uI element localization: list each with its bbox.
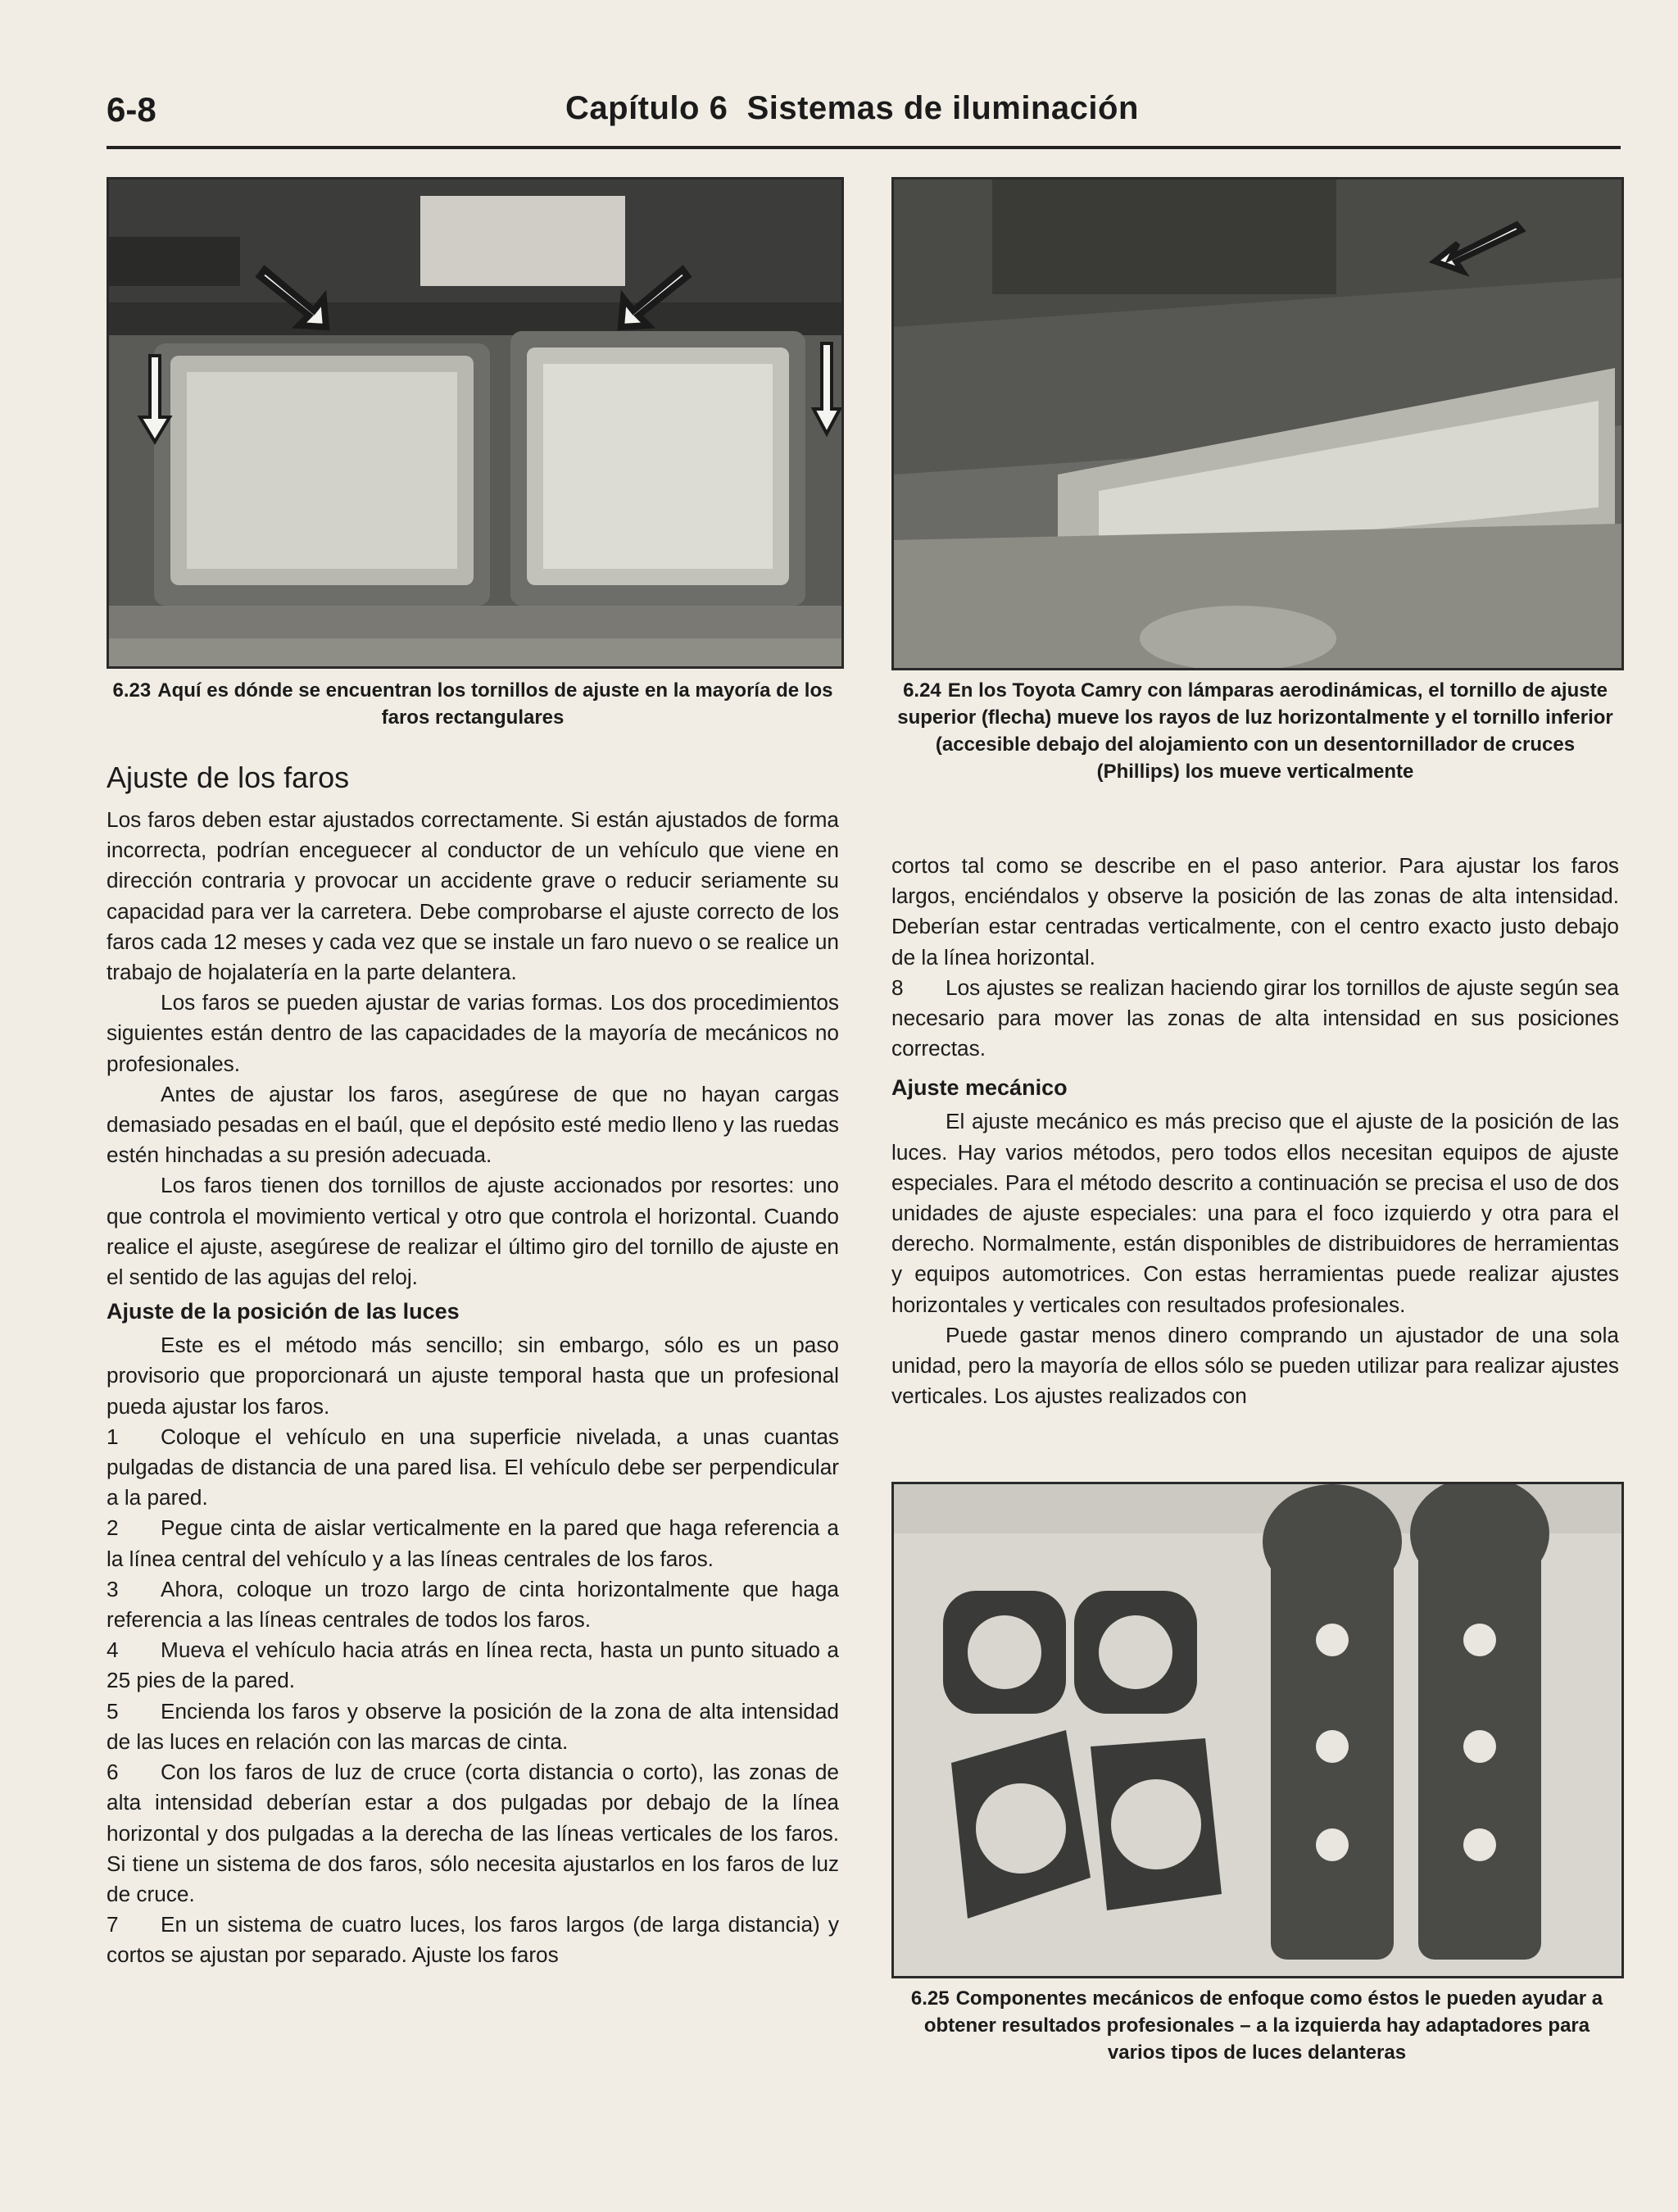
figure-number: 6.24	[903, 679, 941, 702]
paragraph: Este es el método más sencillo; sin embargo, sólo es un paso provisorio que proporcionará un ajuste temporal hasta que un profesional pueda ajustar los faros.	[107, 1333, 839, 1419]
subheading: Ajuste de la posición de las luces	[107, 1299, 460, 1324]
paragraph: Los faros tienen dos tornillos de ajuste accionados por resortes: uno que controla el movimiento vertical y otro que controla el horizontal. Cuando realice el ajuste, asegúrese de realizar el último giro del tornillo de ajuste en el sentido de las agujas del reloj.	[107, 1173, 839, 1290]
header-rule	[107, 146, 1621, 149]
step-text: Mueva el vehículo hacia atrás en línea recta, hasta un punto situado a 25 pies de la pared.	[107, 1637, 839, 1693]
step-item	[107, 1910, 839, 1970]
figure-6-25-photo	[891, 1482, 1624, 1978]
step-text: Ahora, coloque un trozo largo de cinta horizontalmente que haga referencia a las líneas centrales de todos los faros.	[107, 1576, 839, 1633]
step-text: Pegue cinta de aislar verticalmente en la pared que haga referencia a la línea central del vehículo y a las líneas centrales de los faros.	[107, 1515, 839, 1571]
step-item	[107, 1635, 839, 1696]
step-number: 3	[107, 1576, 119, 1601]
caption-text: En los Toyota Camry con lámparas aerodinámicas, el tornillo de ajuste superior (flecha) mueve los rayos de luz horizontalmente y el tornillo inferior (accesible debajo del alojamiento con un desentornillador de cruces (Phillips) los mueve verticalmente	[897, 679, 1613, 783]
step-text: Coloque el vehículo en una superficie nivelada, a unas cuantas pulgadas de distancia de una pared lisa. El vehículo debe ser perpendicular a la pared.	[107, 1424, 839, 1510]
figure-6-24-photo	[891, 177, 1624, 670]
step-text: Los ajustes se realizan haciendo girar los tornillos de ajuste según sea necesario para mover las zonas de alta intensidad en sus posiciones correctas.	[891, 974, 1619, 1061]
step-text: En un sistema de cuatro luces, los faros largos (de larga distancia) y cortos se ajustan por separado. Ajuste los faros	[107, 1912, 839, 1968]
figure-6-23-photo	[107, 177, 844, 669]
step-item	[107, 1757, 839, 1910]
paragraph: El ajuste mecánico es más preciso que el ajuste de la posición de las luces. Hay varios métodos, pero todos ellos necesitan equipos de ajuste especiales. Para el método descrito a continuación se precisa el uso de dos unidades de ajuste especiales: una para el foco izquierdo y otra para el derecho. Normalmente, están disponibles de distribuidores de herramientas y equipos automotrices. Con estas herramientas puede realizar ajustes horizontales y verticales con resultados profesionales.	[891, 1109, 1619, 1317]
step-text: Encienda los faros y observe la posición de la zona de alta intensidad de las luces en relación con las marcas de cinta.	[107, 1698, 839, 1754]
page-number: 6-8	[107, 90, 156, 129]
step-item	[107, 1696, 839, 1757]
figure-number: 6.25	[910, 1987, 950, 2010]
figure-6-25-caption	[909, 1985, 1604, 2066]
step-item	[107, 1574, 839, 1635]
left-column	[107, 805, 839, 1971]
figure-6-24-caption	[891, 677, 1619, 785]
caption-text: Componentes mecánicos de enfoque como éstos le pueden ayudar a obtener resultados profesionales – a la izquierda hay adaptadores para varios tipos de luces delanteras	[923, 1987, 1603, 2064]
paragraph: cortos tal como se describe en el paso anterior. Para ajustar los faros largos, enciéndalos y observe la posición de las zonas de alta intensidad. Deberían estar centradas verticalmente, con el centro exacto justo debajo de la línea horizontal.	[891, 853, 1619, 970]
paragraph: Antes de ajustar los faros, asegúrese de que no hayan cargas demasiado pesadas en el baúl, que el depósito esté medio lleno y las ruedas estén hinchadas a su presión adecuada.	[107, 1081, 839, 1168]
step-item	[107, 1513, 839, 1574]
section-heading: Ajuste de los faros	[107, 761, 350, 794]
step-item	[107, 1422, 839, 1514]
step-number: 8	[891, 974, 904, 1000]
step-item	[891, 973, 1619, 1065]
chapter-title: Capítulo 6 Sistemas de iluminación	[565, 90, 1139, 126]
paragraph: Puede gastar menos dinero comprando un ajustador de una sola unidad, pero la mayoría de ellos sólo se pueden utilizar para realizar ajustes verticales. Los ajustes realizados con	[891, 1322, 1619, 1409]
step-number: 4	[107, 1637, 119, 1663]
right-column	[891, 851, 1619, 1411]
step-number: 7	[107, 1912, 119, 1937]
paragraph: Los faros se pueden ajustar de varias formas. Los dos procedimientos siguientes están dentro de las capacidades de la mayoría de mecánicos no profesionales.	[107, 990, 839, 1076]
step-number: 5	[107, 1698, 119, 1724]
step-number: 6	[107, 1760, 119, 1785]
figure-6-23-caption	[107, 677, 839, 731]
step-text: Con los faros de luz de cruce (corta distancia o corto), las zonas de alta intensidad deberían estar a dos pulgadas por debajo de la línea horizontal y dos pulgadas a la derecha de las líneas verticales de los faros. Si tiene un sistema de dos faros, sólo necesita ajustarlos en los faros de luz de cruce.	[107, 1760, 839, 1906]
paragraph: Los faros deben estar ajustados correctamente. Si están ajustados de forma incorrecta, podrían enceguecer al conductor de un vehículo que viene en dirección contraria y provocar un accidente grave o reducir seriamente su capacidad para ver la carretera. Debe comprobarse el ajuste correcto de los faros cada 12 meses y cada vez que se instale un faro nuevo o se realice un trabajo de hojalatería en la parte delantera.	[107, 807, 839, 985]
step-number: 1	[107, 1424, 119, 1449]
subheading: Ajuste mecánico	[891, 1075, 1068, 1101]
caption-text: Aquí es dónde se encuentran los tornillos de ajuste en la mayoría de los faros rectangulares	[157, 679, 833, 729]
figure-number: 6.23	[112, 679, 152, 702]
step-number: 2	[107, 1515, 119, 1541]
